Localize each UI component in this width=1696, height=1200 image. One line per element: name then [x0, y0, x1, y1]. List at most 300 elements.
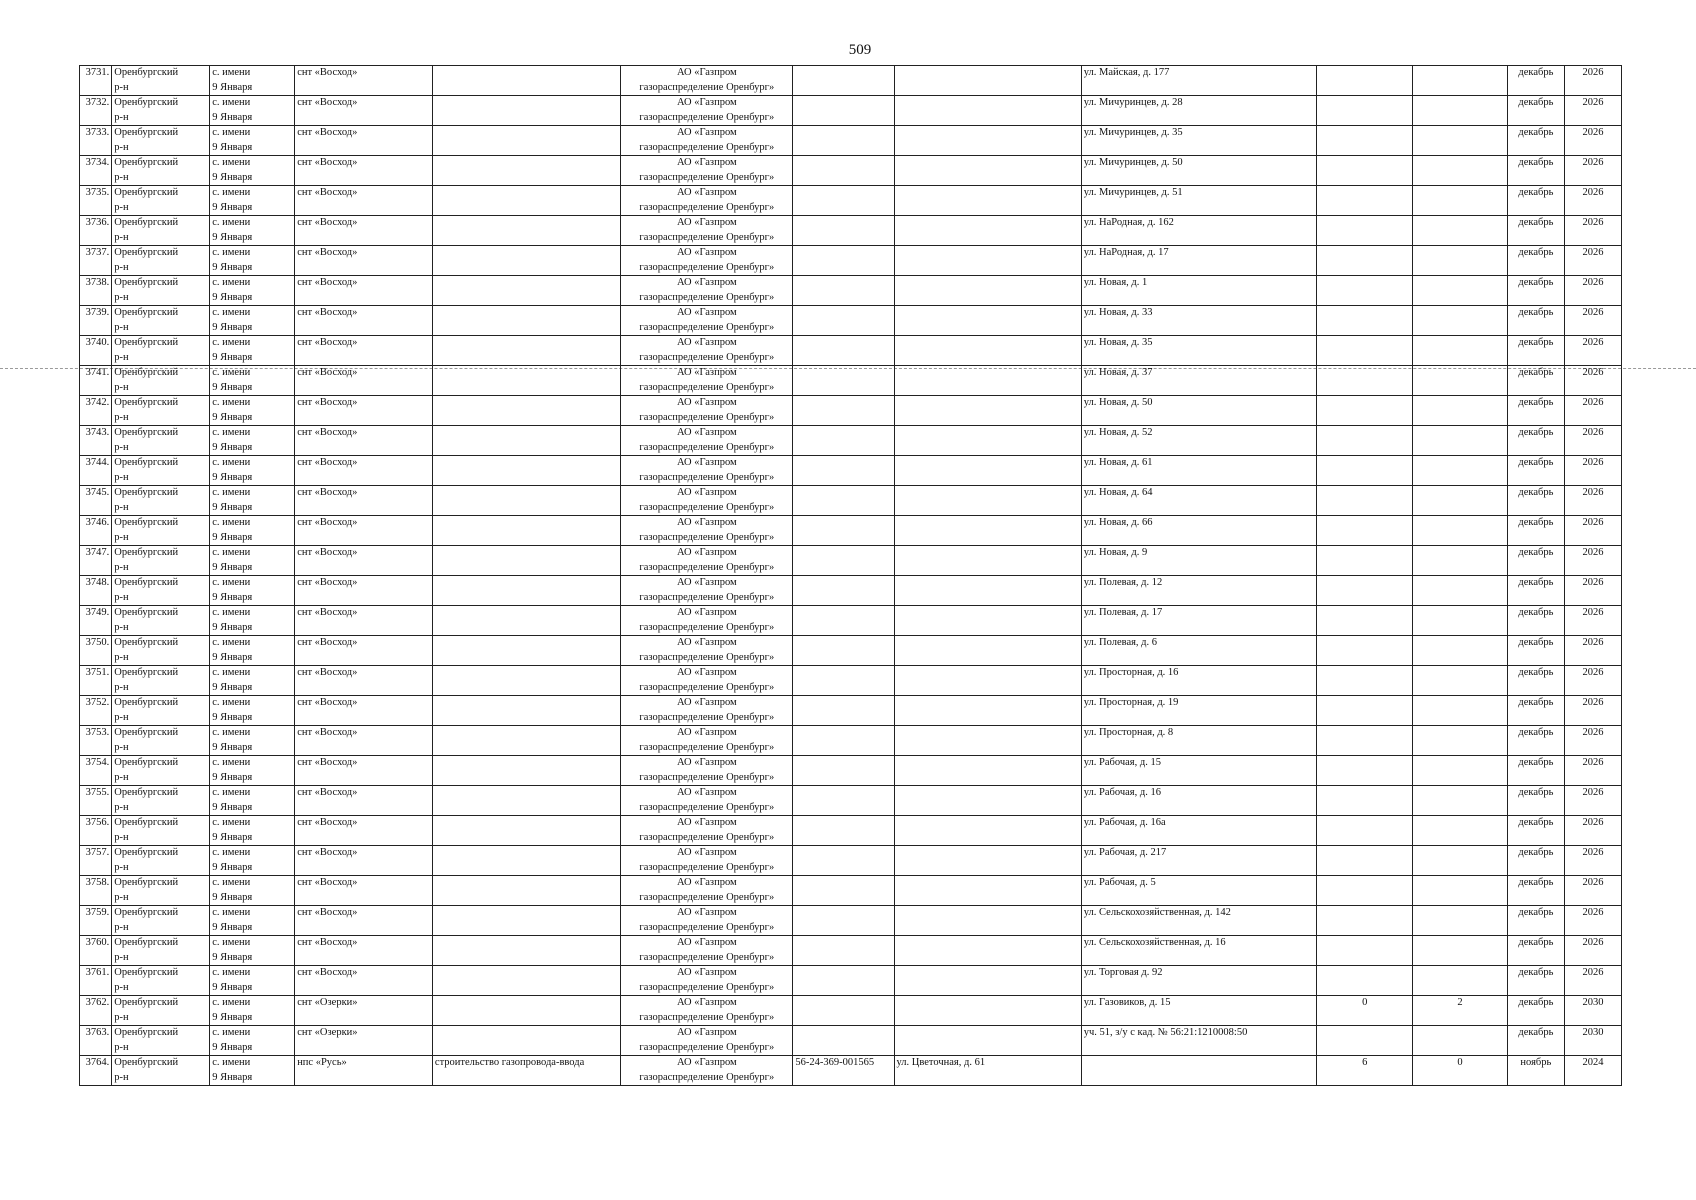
cell-district-line: р-н [114, 261, 129, 273]
cell-settlement-line: 9 Января [212, 441, 253, 453]
cell-year: 2026 [1564, 366, 1621, 396]
cell-object: снт «Восход» [295, 366, 433, 396]
cell-object: снт «Восход» [295, 786, 433, 816]
cell-organization-line: АО «Газпром [676, 877, 737, 888]
cell-number: 3745. [80, 486, 112, 516]
cell-number: 3759. [80, 906, 112, 936]
cell-value-2 [1413, 186, 1508, 216]
cell-organization-line: АО «Газпром [676, 127, 737, 138]
cell-value-1 [1317, 1026, 1413, 1056]
cell-settlement-line: с. имени [212, 817, 251, 828]
cell-code [793, 966, 894, 996]
cell-value-1 [1317, 576, 1413, 606]
cell-settlement-line: 9 Января [212, 1071, 253, 1083]
cell-district [112, 186, 210, 216]
cell-organization-line: АО «Газпром [676, 307, 737, 318]
cell-settlement [210, 486, 295, 516]
cell-organization-line: АО «Газпром [676, 727, 737, 738]
cell-address-primary [894, 996, 1081, 1026]
cell-organization-line: АО «Газпром [676, 367, 737, 378]
cell-settlement-line: 9 Января [212, 471, 253, 483]
cell-settlement-line: с. имени [212, 697, 251, 708]
cell-organization-line: газораспределение Оренбург» [639, 981, 775, 993]
cell-organization [621, 996, 793, 1026]
cell-number: 3752. [80, 696, 112, 726]
table-row [80, 126, 1622, 156]
cell-number: 3749. [80, 606, 112, 636]
cell-district-line: р-н [114, 1071, 129, 1083]
cell-address-primary [894, 366, 1081, 396]
cell-address-primary [894, 156, 1081, 186]
cell-settlement [210, 996, 295, 1026]
cell-organization-line: АО «Газпром [676, 697, 737, 708]
cell-address: ул. Рабочая, д. 217 [1081, 846, 1317, 876]
cell-value-2 [1413, 786, 1508, 816]
cell-address: ул. Сельскохозяйственная, д. 16 [1081, 936, 1317, 966]
cell-organization [621, 276, 793, 306]
cell-address: ул. Просторная, д. 8 [1081, 726, 1317, 756]
cell-work-type [432, 936, 620, 966]
cell-year: 2026 [1564, 336, 1621, 366]
cell-month: декабрь [1507, 456, 1564, 486]
cell-year: 2026 [1564, 66, 1621, 96]
cell-settlement [210, 666, 295, 696]
cell-organization-line: АО «Газпром [676, 577, 737, 588]
cell-number: 3744. [80, 456, 112, 486]
cell-value-1 [1317, 456, 1413, 486]
cell-settlement-line: 9 Января [212, 891, 253, 903]
table-row [80, 996, 1622, 1026]
cell-district [112, 786, 210, 816]
table-row [80, 966, 1622, 996]
cell-value-1 [1317, 936, 1413, 966]
cell-month: декабрь [1507, 156, 1564, 186]
cell-district-line: Оренбургский [114, 67, 179, 78]
cell-address: ул. Сельскохозяйственная, д. 142 [1081, 906, 1317, 936]
cell-year: 2026 [1564, 726, 1621, 756]
cell-object: снт «Восход» [295, 876, 433, 906]
cell-settlement [210, 396, 295, 426]
cell-value-2 [1413, 696, 1508, 726]
cell-object: снт «Восход» [295, 936, 433, 966]
cell-settlement-line: 9 Января [212, 291, 253, 303]
cell-settlement-line: 9 Января [212, 651, 253, 663]
cell-value-1 [1317, 966, 1413, 996]
cell-month: декабрь [1507, 876, 1564, 906]
cell-value-1 [1317, 726, 1413, 756]
cell-address-primary [894, 126, 1081, 156]
cell-settlement-line: 9 Января [212, 111, 253, 123]
cell-code [793, 606, 894, 636]
cell-district-line: Оренбургский [114, 907, 179, 918]
cell-settlement-line: 9 Января [212, 531, 253, 543]
cell-code [793, 156, 894, 186]
cell-object: снт «Восход» [295, 96, 433, 126]
cell-organization-line: АО «Газпром [676, 187, 737, 198]
cell-organization-line: АО «Газпром [676, 637, 737, 648]
cell-district [112, 246, 210, 276]
cell-year: 2026 [1564, 396, 1621, 426]
cell-settlement-line: с. имени [212, 367, 251, 378]
cell-district [112, 1056, 210, 1086]
cell-value-1 [1317, 396, 1413, 426]
cell-organization [621, 486, 793, 516]
cell-organization [621, 336, 793, 366]
cell-value-2 [1413, 126, 1508, 156]
table-row [80, 636, 1622, 666]
cell-district [112, 696, 210, 726]
cell-district-line: Оренбургский [114, 457, 179, 468]
cell-settlement-line: с. имени [212, 1027, 251, 1038]
cell-organization-line: газораспределение Оренбург» [639, 471, 775, 483]
table-row [80, 156, 1622, 186]
cell-district-line: Оренбургский [114, 667, 179, 678]
cell-object: снт «Восход» [295, 336, 433, 366]
cell-year: 2026 [1564, 216, 1621, 246]
cell-address-primary: ул. Цветочная, д. 61 [894, 1056, 1081, 1086]
cell-settlement-line: 9 Января [212, 831, 253, 843]
cell-settlement [210, 96, 295, 126]
cell-work-type [432, 546, 620, 576]
cell-year: 2026 [1564, 276, 1621, 306]
cell-year: 2026 [1564, 636, 1621, 666]
table-row [80, 1026, 1622, 1056]
cell-value-2 [1413, 366, 1508, 396]
cell-address-primary [894, 636, 1081, 666]
cell-district-line: Оренбургский [114, 727, 179, 738]
cell-object: снт «Восход» [295, 726, 433, 756]
cell-code [793, 546, 894, 576]
cell-settlement-line: с. имени [212, 757, 251, 768]
cell-work-type [432, 636, 620, 666]
cell-value-2: 2 [1413, 996, 1508, 1026]
cell-value-2 [1413, 96, 1508, 126]
cell-organization-line: АО «Газпром [676, 67, 737, 78]
cell-work-type [432, 966, 620, 996]
cell-value-1 [1317, 846, 1413, 876]
cell-settlement [210, 186, 295, 216]
cell-address: ул. Мичуринцев, д. 51 [1081, 186, 1317, 216]
cell-settlement-line: с. имени [212, 307, 251, 318]
cell-organization [621, 816, 793, 846]
cell-code [793, 336, 894, 366]
cell-code [793, 426, 894, 456]
cell-address-primary [894, 426, 1081, 456]
cell-month: декабрь [1507, 936, 1564, 966]
cell-code [793, 846, 894, 876]
cell-settlement [210, 66, 295, 96]
cell-address: ул. Новая, д. 33 [1081, 306, 1317, 336]
cell-district [112, 126, 210, 156]
table-row [80, 576, 1622, 606]
cell-district-line: Оренбургский [114, 427, 179, 438]
cell-organization-line: АО «Газпром [676, 1027, 737, 1038]
cell-organization [621, 456, 793, 486]
cell-code [793, 456, 894, 486]
cell-code [793, 366, 894, 396]
cell-settlement [210, 426, 295, 456]
cell-number: 3754. [80, 756, 112, 786]
cell-settlement-line: с. имени [212, 577, 251, 588]
cell-value-1 [1317, 156, 1413, 186]
cell-organization [621, 96, 793, 126]
cell-value-2 [1413, 906, 1508, 936]
cell-organization [621, 546, 793, 576]
cell-district-line: р-н [114, 561, 129, 573]
cell-district-line: Оренбургский [114, 577, 179, 588]
cell-code [793, 936, 894, 966]
table-row [80, 456, 1622, 486]
cell-settlement [210, 246, 295, 276]
cell-address-primary [894, 66, 1081, 96]
cell-work-type [432, 756, 620, 786]
cell-work-type [432, 246, 620, 276]
cell-work-type [432, 336, 620, 366]
cell-address: ул. Рабочая, д. 16а [1081, 816, 1317, 846]
cell-value-2 [1413, 756, 1508, 786]
cell-number: 3758. [80, 876, 112, 906]
cell-number: 3734. [80, 156, 112, 186]
cell-settlement-line: с. имени [212, 247, 251, 258]
cell-organization-line: газораспределение Оренбург» [639, 681, 775, 693]
cell-value-2 [1413, 516, 1508, 546]
cell-settlement [210, 516, 295, 546]
cell-district-line: р-н [114, 291, 129, 303]
cell-district-line: Оренбургский [114, 787, 179, 798]
cell-district-line: р-н [114, 111, 129, 123]
table-row [80, 546, 1622, 576]
cell-number: 3741. [80, 366, 112, 396]
cell-object: снт «Восход» [295, 516, 433, 546]
cell-object: снт «Восход» [295, 426, 433, 456]
cell-address-primary [894, 216, 1081, 246]
cell-settlement-line: 9 Января [212, 1011, 253, 1023]
cell-address: ул. Мичуринцев, д. 50 [1081, 156, 1317, 186]
cell-year: 2026 [1564, 576, 1621, 606]
cell-district-line: Оренбургский [114, 157, 179, 168]
cell-work-type [432, 666, 620, 696]
cell-month: декабрь [1507, 186, 1564, 216]
cell-organization-line: газораспределение Оренбург» [639, 651, 775, 663]
cell-settlement-line: с. имени [212, 877, 251, 888]
cell-number: 3757. [80, 846, 112, 876]
cell-district-line: Оренбургский [114, 607, 179, 618]
cell-number: 3735. [80, 186, 112, 216]
table-row [80, 936, 1622, 966]
cell-settlement-line: 9 Января [212, 621, 253, 633]
cell-organization [621, 786, 793, 816]
cell-code [793, 816, 894, 846]
cell-district [112, 486, 210, 516]
cell-settlement [210, 786, 295, 816]
cell-organization-line: АО «Газпром [676, 487, 737, 498]
cell-month: декабрь [1507, 246, 1564, 276]
cell-work-type [432, 366, 620, 396]
cell-settlement [210, 756, 295, 786]
cell-district-line: р-н [114, 771, 129, 783]
cell-address: ул. Газовиков, д. 15 [1081, 996, 1317, 1026]
cell-organization [621, 306, 793, 336]
cell-year: 2030 [1564, 996, 1621, 1026]
table-row [80, 906, 1622, 936]
cell-month: декабрь [1507, 336, 1564, 366]
cell-organization [621, 756, 793, 786]
cell-district [112, 726, 210, 756]
cell-work-type [432, 306, 620, 336]
cell-district-line: Оренбургский [114, 337, 179, 348]
cell-organization [621, 606, 793, 636]
cell-settlement [210, 276, 295, 306]
cell-organization-line: газораспределение Оренбург» [639, 741, 775, 753]
cell-district-line: р-н [114, 891, 129, 903]
cell-value-2 [1413, 306, 1508, 336]
cell-organization-line: газораспределение Оренбург» [639, 1041, 775, 1053]
cell-settlement-line: 9 Января [212, 261, 253, 273]
cell-settlement-line: с. имени [212, 517, 251, 528]
cell-value-1 [1317, 66, 1413, 96]
cell-month: декабрь [1507, 1026, 1564, 1056]
cell-value-1 [1317, 786, 1413, 816]
cell-settlement-line: с. имени [212, 787, 251, 798]
cell-organization-line: газораспределение Оренбург» [639, 951, 775, 963]
cell-organization-line: АО «Газпром [676, 967, 737, 978]
cell-object: нпс «Русь» [295, 1056, 433, 1086]
cell-code [793, 906, 894, 936]
cell-settlement-line: с. имени [212, 667, 251, 678]
cell-district-line: р-н [114, 351, 129, 363]
cell-value-1 [1317, 906, 1413, 936]
cell-address: ул. НаРодная, д. 162 [1081, 216, 1317, 246]
cell-address-primary [894, 186, 1081, 216]
cell-address: ул. Мичуринцев, д. 35 [1081, 126, 1317, 156]
cell-month: декабрь [1507, 996, 1564, 1026]
cell-work-type [432, 996, 620, 1026]
cell-settlement [210, 606, 295, 636]
cell-year: 2026 [1564, 306, 1621, 336]
cell-work-type [432, 906, 620, 936]
cell-work-type [432, 96, 620, 126]
cell-organization [621, 366, 793, 396]
cell-district-line: р-н [114, 141, 129, 153]
cell-address [1081, 1056, 1317, 1086]
cell-settlement-line: 9 Января [212, 81, 253, 93]
cell-value-2 [1413, 486, 1508, 516]
cell-district [112, 576, 210, 606]
cell-code [793, 1026, 894, 1056]
cell-district-line: р-н [114, 681, 129, 693]
cell-code [793, 246, 894, 276]
cell-settlement-line: 9 Января [212, 681, 253, 693]
cell-district [112, 96, 210, 126]
cell-address-primary [894, 96, 1081, 126]
cell-settlement-line: 9 Января [212, 1041, 253, 1053]
cell-number: 3742. [80, 396, 112, 426]
cell-number: 3740. [80, 336, 112, 366]
cell-organization-line: АО «Газпром [676, 937, 737, 948]
cell-organization [621, 516, 793, 546]
cell-settlement-line: с. имени [212, 607, 251, 618]
cell-settlement [210, 126, 295, 156]
cell-value-2 [1413, 546, 1508, 576]
cell-object: снт «Восход» [295, 816, 433, 846]
cell-year: 2026 [1564, 786, 1621, 816]
cell-work-type [432, 126, 620, 156]
cell-settlement-line: 9 Января [212, 171, 253, 183]
cell-settlement-line: с. имени [212, 937, 251, 948]
cell-value-2 [1413, 336, 1508, 366]
cell-year: 2026 [1564, 126, 1621, 156]
cell-district-line: Оренбургский [114, 517, 179, 528]
cell-value-1 [1317, 276, 1413, 306]
cell-district-line: Оренбургский [114, 127, 179, 138]
cell-settlement-line: 9 Января [212, 771, 253, 783]
cell-address-primary [894, 786, 1081, 816]
cell-address: ул. Мичуринцев, д. 28 [1081, 96, 1317, 126]
cell-work-type [432, 726, 620, 756]
cell-address-primary [894, 546, 1081, 576]
cell-district [112, 996, 210, 1026]
cell-value-1 [1317, 876, 1413, 906]
table-row [80, 246, 1622, 276]
cell-month: декабрь [1507, 126, 1564, 156]
cell-settlement [210, 846, 295, 876]
cell-district [112, 876, 210, 906]
cell-year: 2026 [1564, 846, 1621, 876]
cell-settlement-line: с. имени [212, 427, 251, 438]
cell-value-2 [1413, 816, 1508, 846]
table-body [80, 66, 1622, 1086]
cell-address-primary [894, 516, 1081, 546]
cell-object: снт «Восход» [295, 306, 433, 336]
cell-value-1 [1317, 366, 1413, 396]
cell-object: снт «Восход» [295, 156, 433, 186]
cell-organization-line: газораспределение Оренбург» [639, 111, 775, 123]
cell-district-line: р-н [114, 441, 129, 453]
cell-month: декабрь [1507, 906, 1564, 936]
cell-district [112, 306, 210, 336]
cell-value-2 [1413, 846, 1508, 876]
cell-work-type: строительство газопровода-ввода [432, 1056, 620, 1086]
cell-district [112, 336, 210, 366]
cell-organization-line: АО «Газпром [676, 547, 737, 558]
cell-code [793, 126, 894, 156]
cell-address: ул. Полевая, д. 12 [1081, 576, 1317, 606]
cell-work-type [432, 696, 620, 726]
cell-organization [621, 906, 793, 936]
cell-settlement-line: 9 Января [212, 351, 253, 363]
cell-year: 2026 [1564, 156, 1621, 186]
cell-organization-line: газораспределение Оренбург» [639, 801, 775, 813]
cell-district [112, 846, 210, 876]
cell-settlement [210, 576, 295, 606]
cell-district-line: р-н [114, 651, 129, 663]
cell-address: ул. Полевая, д. 17 [1081, 606, 1317, 636]
cell-address-primary [894, 396, 1081, 426]
cell-object: снт «Восход» [295, 126, 433, 156]
cell-organization-line: газораспределение Оренбург» [639, 381, 775, 393]
cell-organization-line: АО «Газпром [676, 847, 737, 858]
cell-month: декабрь [1507, 576, 1564, 606]
cell-number: 3756. [80, 816, 112, 846]
cell-district [112, 456, 210, 486]
cell-object: снт «Восход» [295, 486, 433, 516]
cell-value-2 [1413, 276, 1508, 306]
cell-district [112, 276, 210, 306]
cell-settlement-line: 9 Января [212, 591, 253, 603]
cell-district-line: р-н [114, 711, 129, 723]
cell-organization [621, 186, 793, 216]
cell-settlement-line: 9 Января [212, 231, 253, 243]
